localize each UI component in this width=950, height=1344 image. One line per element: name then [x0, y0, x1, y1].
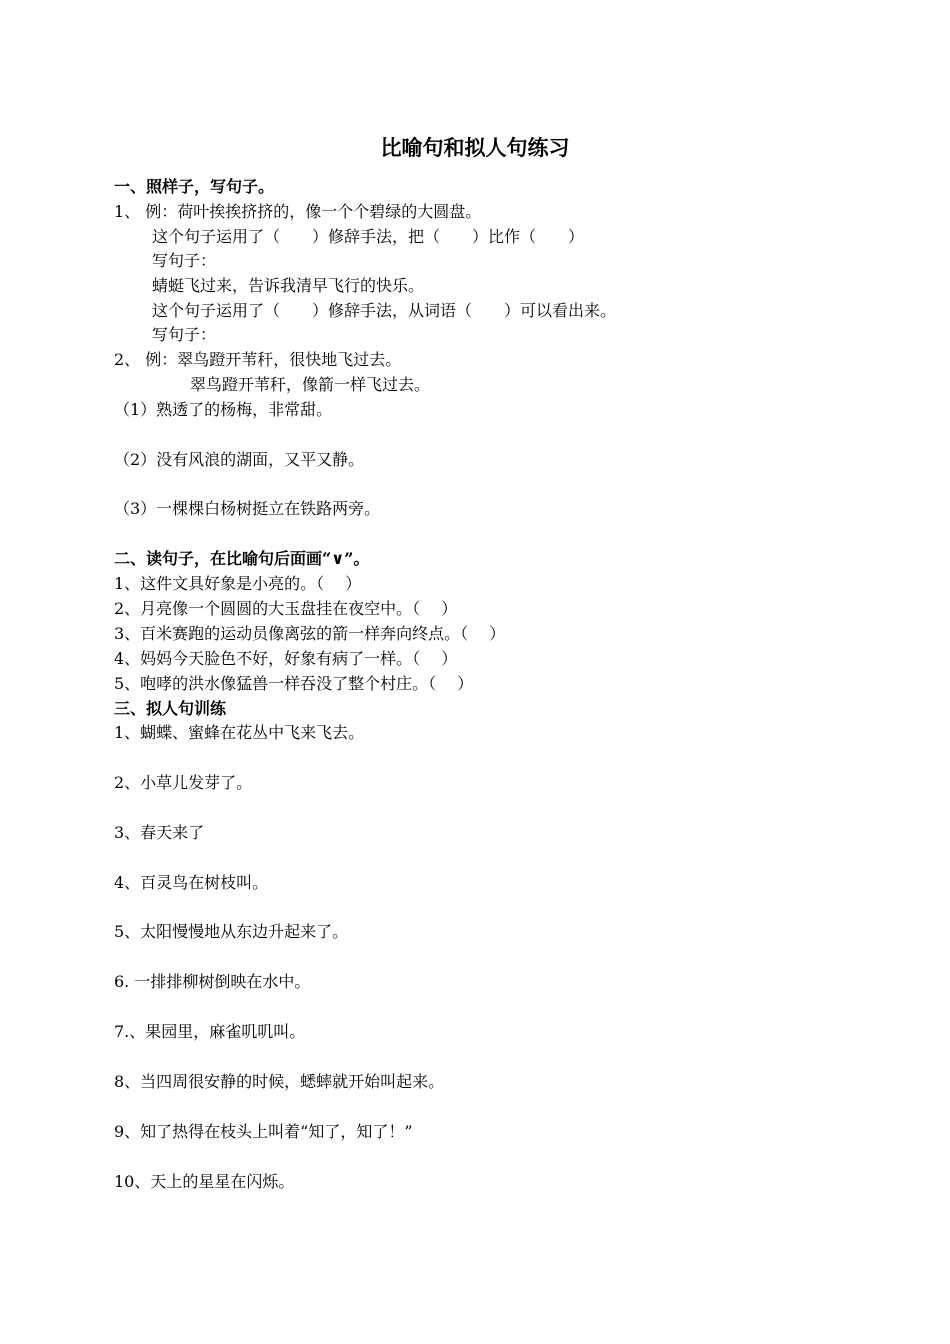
s2-item-5: 5、咆哮的洪水像猛兽一样吞没了整个村庄。（ ） — [114, 674, 474, 693]
s1-example2: 2、 例：翠鸟蹬开苇秆，很快地飞过去。 — [114, 350, 402, 369]
s1-fill-blank-1: 这个句子运用了（ ）修辞手法，把（ ）比作（ ） — [152, 227, 585, 246]
page-title: 比喻句和拟人句练习 — [380, 135, 570, 160]
s3-item-8: 8、当四周很安静的时候，蟋蟀就开始叫起来。 — [114, 1072, 445, 1091]
s3-item-6: 6. 一排排柳树倒映在水中。 — [114, 972, 311, 991]
s3-item-9: 9、知了热得在枝头上叫着“知了，知了！” — [114, 1122, 413, 1141]
s3-item-3: 3、春天来了 — [114, 823, 205, 842]
s3-item-1: 1、蝴蝶、蜜蜂在花丛中飞来飞去。 — [114, 723, 365, 742]
s1-write-prompt-2: 写句子： — [152, 325, 217, 344]
s1-fill-blank-2: 这个句子运用了（ ）修辞手法，从词语（ ）可以看出来。 — [152, 301, 617, 320]
s2-item-3: 3、百米赛跑的运动员像离弦的箭一样奔向终点。（ ） — [114, 624, 506, 643]
s1-sentence-2: 蜻蜓飞过来，告诉我清早飞行的快乐。 — [152, 276, 425, 295]
s1-write-prompt-1: 写句子： — [152, 251, 217, 270]
s1-item-2: （2）没有风浪的湖面，又平又静。 — [114, 450, 365, 469]
section1-heading: 一、照样子，写句子。 — [114, 177, 275, 196]
s3-item-10: 10、天上的星星在闪烁。 — [114, 1172, 295, 1191]
s2-item-2: 2、月亮像一个圆圆的大玉盘挂在夜空中。（ ） — [114, 599, 458, 618]
s2-item-4: 4、妈妈今天脸色不好，好象有病了一样。（ ） — [114, 649, 458, 668]
s3-item-2: 2、小草儿发芽了。 — [114, 773, 253, 792]
s2-item-1: 1、这件文具好象是小亮的。（ ） — [114, 574, 362, 593]
section3-heading: 三、拟人句训练 — [114, 699, 227, 718]
s1-item-1: （1）熟透了的杨梅，非常甜。 — [114, 400, 333, 419]
s3-item-4: 4、百灵鸟在树枝叫。 — [114, 873, 269, 892]
s3-item-7: 7.、果园里，麻雀叽叽叫。 — [114, 1022, 306, 1041]
s3-item-5: 5、太阳慢慢地从东边升起来了。 — [114, 922, 349, 941]
s1-item-3: （3）一棵棵白杨树挺立在铁路两旁。 — [114, 499, 381, 518]
s1-example1: 1、 例：荷叶挨挨挤挤的，像一个个碧绿的大圆盘。 — [114, 202, 482, 221]
section2-heading: 二、读句子，在比喻句后面画“∨”。 — [114, 549, 370, 568]
s1-example2-answer: 翠鸟蹬开苇秆，像箭一样飞过去。 — [190, 375, 431, 394]
